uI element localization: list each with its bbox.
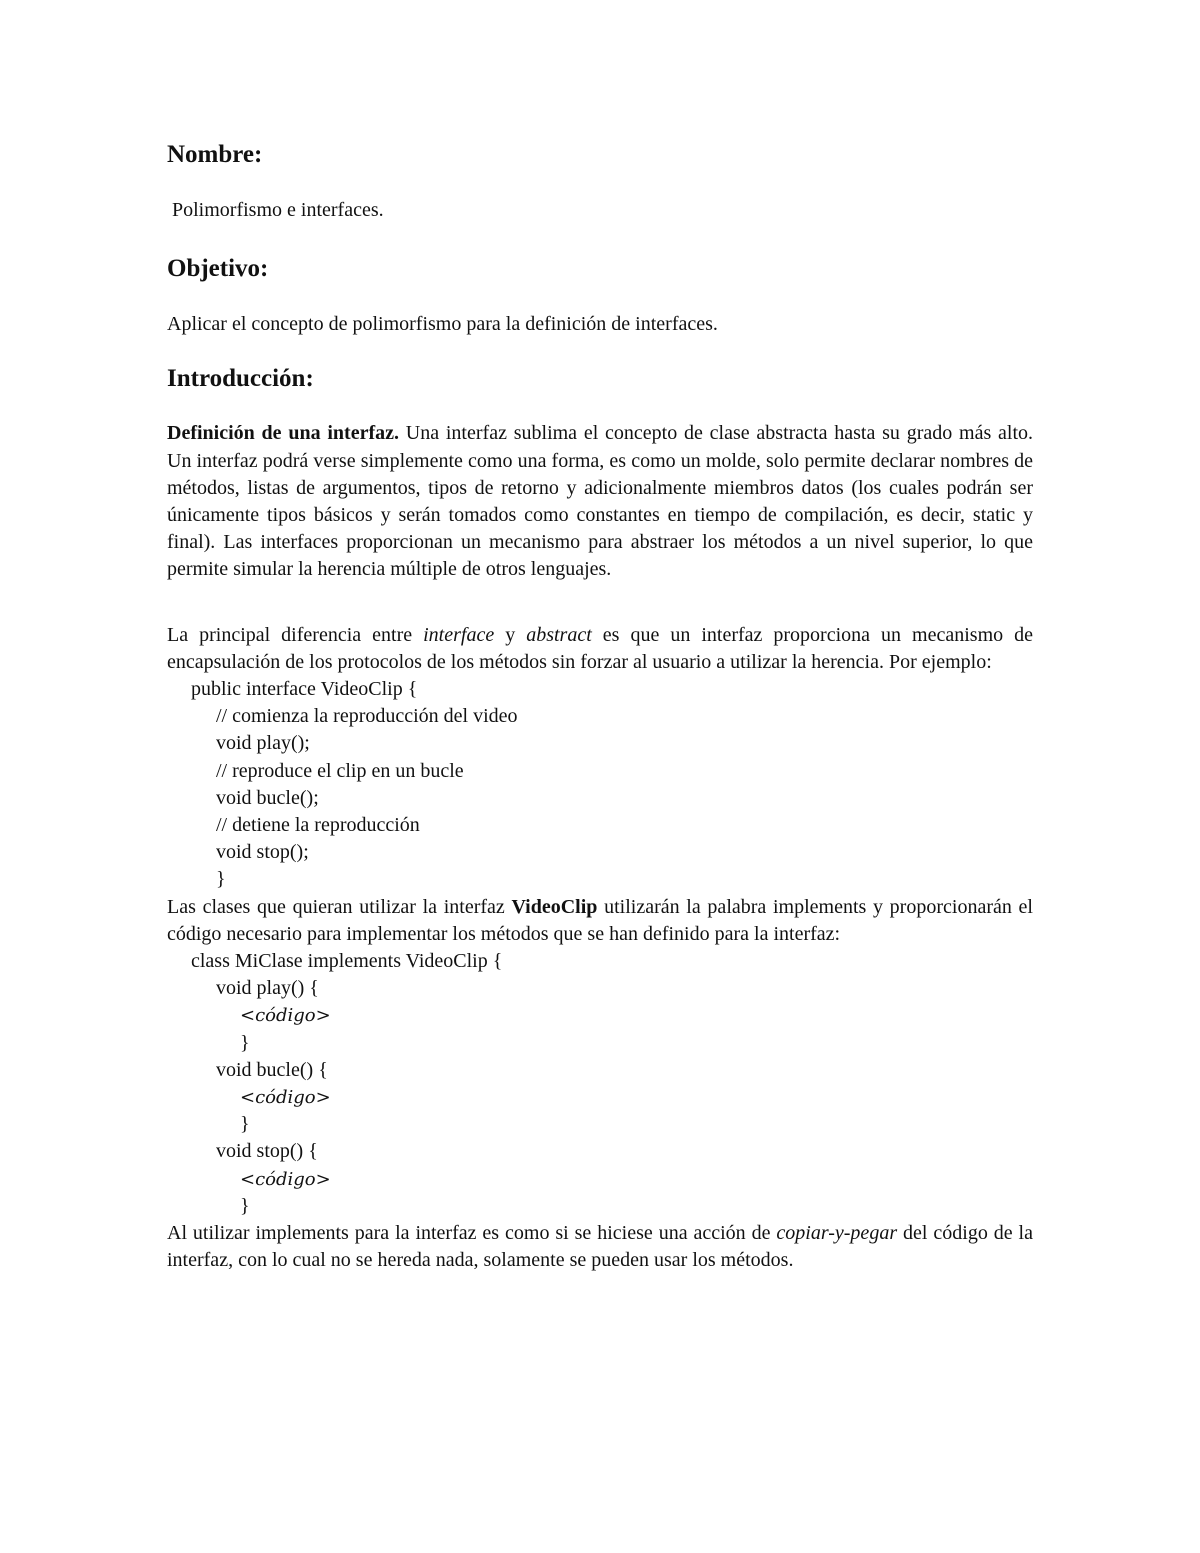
nombre-heading: Nombre:	[167, 141, 263, 168]
copiar-pegar-em: copiar-y-pegar	[776, 1222, 898, 1245]
intro-paragraph-4	[167, 1220, 1033, 1274]
code-placeholder: <código>	[240, 1005, 331, 1027]
videoclip-bold: VideoClip	[511, 895, 598, 918]
definicion-bold: Definición de una interfaz.	[167, 422, 399, 445]
code-line: void play();	[216, 732, 310, 755]
code-placeholder: <código>	[240, 1087, 331, 1109]
intro-paragraph-2	[167, 622, 1033, 676]
code-line: class MiClase implements VideoClip {	[191, 950, 503, 973]
p2-interface-em: interface	[423, 623, 495, 646]
intro-paragraph-1	[167, 420, 1033, 583]
code-line: void stop();	[216, 841, 309, 864]
code-line: }	[216, 868, 226, 891]
objetivo-heading: Objetivo:	[167, 255, 269, 283]
code-line: void play() {	[216, 977, 319, 1000]
code-line: public interface VideoClip {	[191, 678, 418, 701]
objetivo-text: Aplicar el concepto de polimorfismo para la definición de interfaces.	[167, 313, 718, 336]
p2-abstract-em: abstract	[526, 623, 592, 646]
p2-text-c: es que un interfaz proporciona un mecanismo de encapsulación de los protocolos de los métodos sin forzar al usuario a utilizar la herencia. Por ejemplo:	[167, 623, 1034, 673]
intro-paragraph-3	[167, 894, 1033, 948]
p3-text-a: Las clases que quieran utilizar la interfaz	[167, 895, 512, 918]
nombre-value: Polimorfismo e interfaces.	[172, 199, 384, 221]
p2-text-b: y	[494, 623, 527, 646]
code-line: // detiene la reproducción	[216, 814, 420, 837]
code-block-class	[167, 948, 1033, 1220]
code-line: // comienza la reproducción del video	[216, 705, 518, 728]
code-line: }	[240, 1113, 250, 1136]
code-line: void bucle() {	[216, 1058, 328, 1081]
code-placeholder: <código>	[240, 1168, 331, 1190]
p3-text-b: utilizarán la palabra implements y proporcionarán el código necesario para implementar los métodos que se han definido para la interfaz:	[167, 895, 1033, 945]
p4-text-b: del código de la interfaz, con lo cual no se hereda nada, solamente se pueden usar los métodos.	[167, 1222, 1033, 1272]
p4-text-a: Al utilizar implements para la interfaz es como si se hiciese una acción de	[167, 1222, 777, 1245]
code-line: }	[240, 1194, 250, 1217]
document-page	[167, 140, 1033, 1275]
introduccion-heading: Introducción:	[167, 365, 314, 393]
intro-p1-text: Una interfaz sublima el concepto de clase abstracta hasta su grado más alto. Un interfaz podrá verse simplemente como una forma, es como un molde, solo permite declarar nombres de métodos, listas de argumentos, tipos de retorno y adicionalmente miembros datos (los cuales podrán ser únicamente tipos básicos y serán tomados como constantes en tiempo de compilación, es decir, static y final). Las interfaces proporcionan un mecanismo para abstraer los métodos a un nivel superior, lo que permite simular la herencia múltiple de otros lenguajes.	[167, 422, 1033, 581]
code-line: }	[240, 1031, 250, 1054]
code-line: void stop() {	[216, 1140, 318, 1163]
code-block-interface	[167, 676, 1033, 894]
code-line: void bucle();	[216, 786, 319, 809]
p2-text-a: La principal diferencia entre	[167, 623, 424, 646]
code-line: // reproduce el clip en un bucle	[216, 759, 464, 782]
